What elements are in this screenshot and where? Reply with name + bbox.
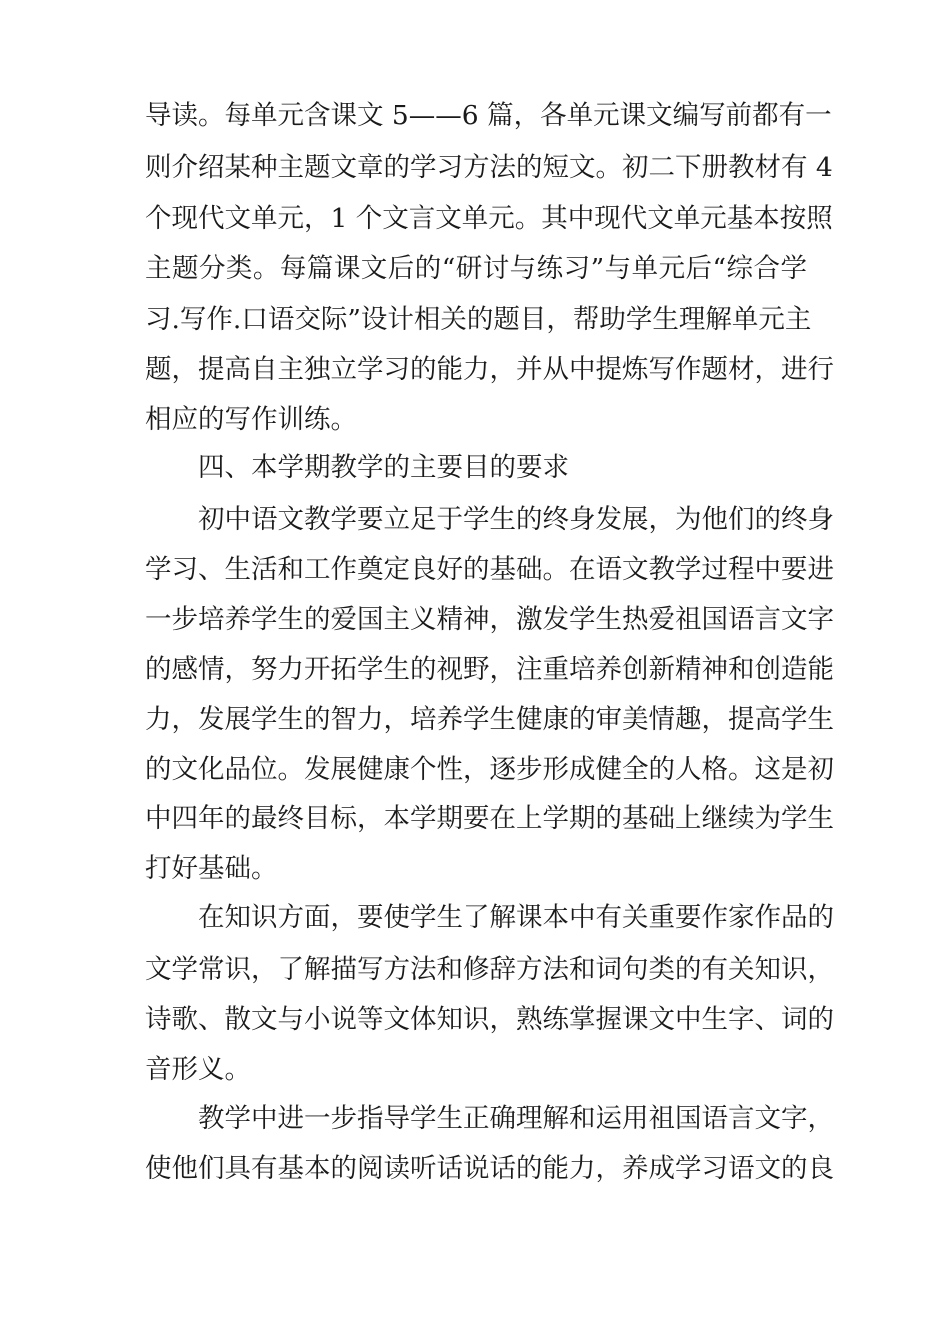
- text-line: 习.写作.口语交际”设计相关的题目，帮助学生理解单元主: [145, 304, 812, 335]
- text-line: 的文化品位。发展健康个性，逐步形成健全的人格。这是初: [145, 754, 834, 785]
- section-heading: 四、本学期教学的主要目的要求: [198, 452, 569, 483]
- text-line: 相应的写作训练。: [145, 404, 357, 435]
- text-line: 个现代文单元，1 个文言文单元。其中现代文单元基本按照: [145, 203, 833, 234]
- text-line: 一步培养学生的爱国主义精神，激发学生热爱祖国语言文字: [145, 604, 834, 635]
- text-line: 的感情，努力开拓学生的视野，注重培养创新精神和创造能: [145, 654, 834, 685]
- text-line: 在知识方面，要使学生了解课本中有关重要作家作品的: [198, 902, 834, 933]
- text-line: 题，提高自主独立学习的能力，并从中提炼写作题材，进行: [145, 354, 834, 385]
- text-line: 使他们具有基本的阅读听话说话的能力，养成学习语文的良: [145, 1153, 834, 1184]
- text-line: 音形义。: [145, 1054, 251, 1085]
- text-line: 诗歌、散文与小说等文体知识，熟练掌握课文中生字、词的: [145, 1004, 834, 1035]
- text-line: 文学常识，了解描写方法和修辞方法和词句类的有关知识，: [145, 954, 834, 985]
- text-line: 初中语文教学要立足于学生的终身发展，为他们的终身: [198, 504, 834, 535]
- text-line: 打好基础。: [145, 853, 278, 884]
- text-line: 则介绍某种主题文章的学习方法的短文。初二下册教材有 4: [145, 152, 833, 183]
- text-line: 主题分类。每篇课文后的“研讨与练习”与单元后“综合学: [145, 253, 807, 284]
- text-line: 学习、生活和工作奠定良好的基础。在语文教学过程中要进: [145, 554, 834, 585]
- text-line: 中四年的最终目标，本学期要在上学期的基础上继续为学生: [145, 803, 834, 834]
- text-line: 导读。每单元含课文 5——6 篇，各单元课文编写前都有一: [145, 100, 832, 131]
- text-line: 力，发展学生的智力，培养学生健康的审美情趣，提高学生: [145, 704, 834, 735]
- text-line: 教学中进一步指导学生正确理解和运用祖国语言文字，: [198, 1103, 834, 1134]
